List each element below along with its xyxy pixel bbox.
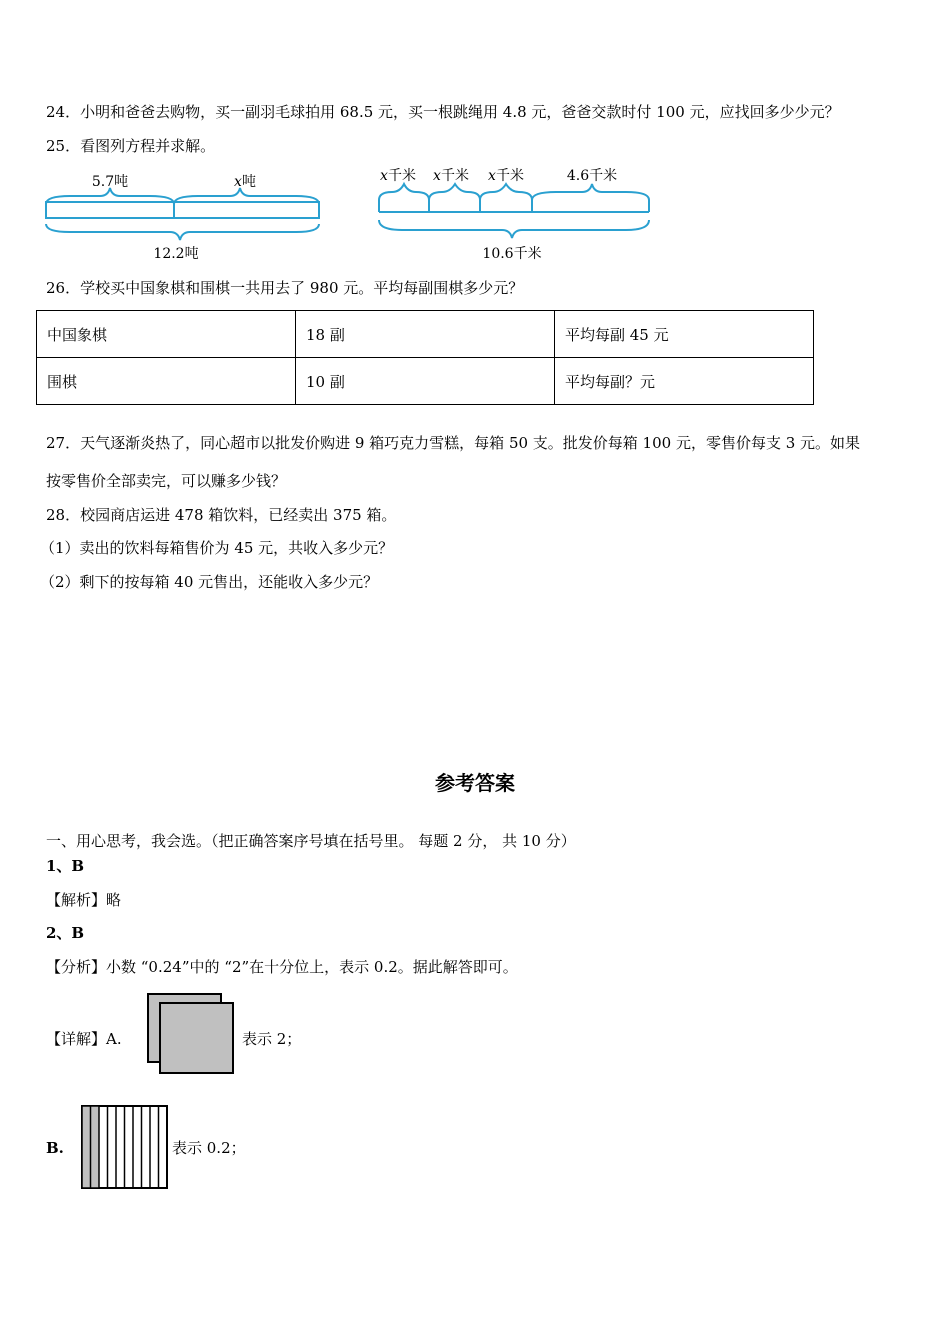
option-b-text: 表示 0.2； <box>172 1139 246 1157</box>
option-a-text: 表示 2； <box>242 1030 302 1048</box>
table-row <box>37 358 814 405</box>
segment-diagram-km <box>372 162 658 264</box>
section-1-heading: 一、用心思考，我会选。（把正确答案序号填在括号里。 每题 2 分， 共 10 分） <box>46 832 576 850</box>
question-24: 24．小明和爸爸去购物，买一副羽毛球拍用 68.5 元，买一根跳绳用 4.8 元，爸爸交款时付 100 元，应找回多少少元？ <box>46 103 840 121</box>
table-cell: 10 副 <box>296 358 555 405</box>
svg-text:x千米: x千米 <box>488 168 524 184</box>
option-b-label: B. <box>46 1139 64 1157</box>
table-cell: 18 副 <box>296 311 555 358</box>
table-row <box>37 311 814 358</box>
label-x-tons: x吨 <box>234 174 256 190</box>
option-a-squares-figure <box>146 992 236 1076</box>
svg-text:4.6千米: 4.6千米 <box>566 168 618 184</box>
label-10-6-km: 10.6千米 <box>482 246 542 262</box>
answer-2: 2、B <box>46 924 85 942</box>
label-12-2-tons: 12.2吨 <box>153 246 199 262</box>
answer-2-detail-label: 【详解】A. <box>46 1030 122 1048</box>
answers-title: 参考答案 <box>435 771 515 795</box>
option-b-strips-figure <box>80 1104 170 1190</box>
question-25: 25．看图列方程并求解。 <box>46 137 216 155</box>
question-28-2: （2）剩下的按每箱 40 元售出，还能收入多少元？ <box>40 573 379 591</box>
segment-diagram-tons <box>40 168 330 264</box>
question-27-line1: 27．天气逐渐炎热了，同心超市以批发价购进 9 箱巧克力雪糕，每箱 50 支。批发价每箱 100 元，零售价每支 3 元。如果 <box>46 434 861 452</box>
answer-1-analysis: 【解析】略 <box>46 891 122 909</box>
question-26: 26．学校买中国象棋和围棋一共用去了 980 元。平均每副围棋多少元？ <box>46 279 524 297</box>
table-cell: 平均每副？元 <box>555 358 814 405</box>
table-cell: 中国象棋 <box>37 311 296 358</box>
svg-text:x千米: x千米 <box>433 168 469 184</box>
chess-table <box>36 310 814 405</box>
label-5-7-tons: 5.7吨 <box>91 174 129 190</box>
question-27-line2: 按零售价全部卖完，可以赚多少钱？ <box>46 472 287 490</box>
answer-1: 1、B <box>46 857 85 875</box>
table-cell: 围棋 <box>37 358 296 405</box>
question-28-1: （1）卖出的饮料每箱售价为 45 元，共收入多少元？ <box>40 539 394 557</box>
question-28: 28．校园商店运进 478 箱饮料，已经卖出 375 箱。 <box>46 506 397 524</box>
answer-2-analysis: 【分析】小数 “0.24”中的 “2”在十分位上，表示 0.2。据此解答即可。 <box>46 958 518 976</box>
svg-text:x千米: x千米 <box>380 168 416 184</box>
table-cell: 平均每副 45 元 <box>555 311 814 358</box>
